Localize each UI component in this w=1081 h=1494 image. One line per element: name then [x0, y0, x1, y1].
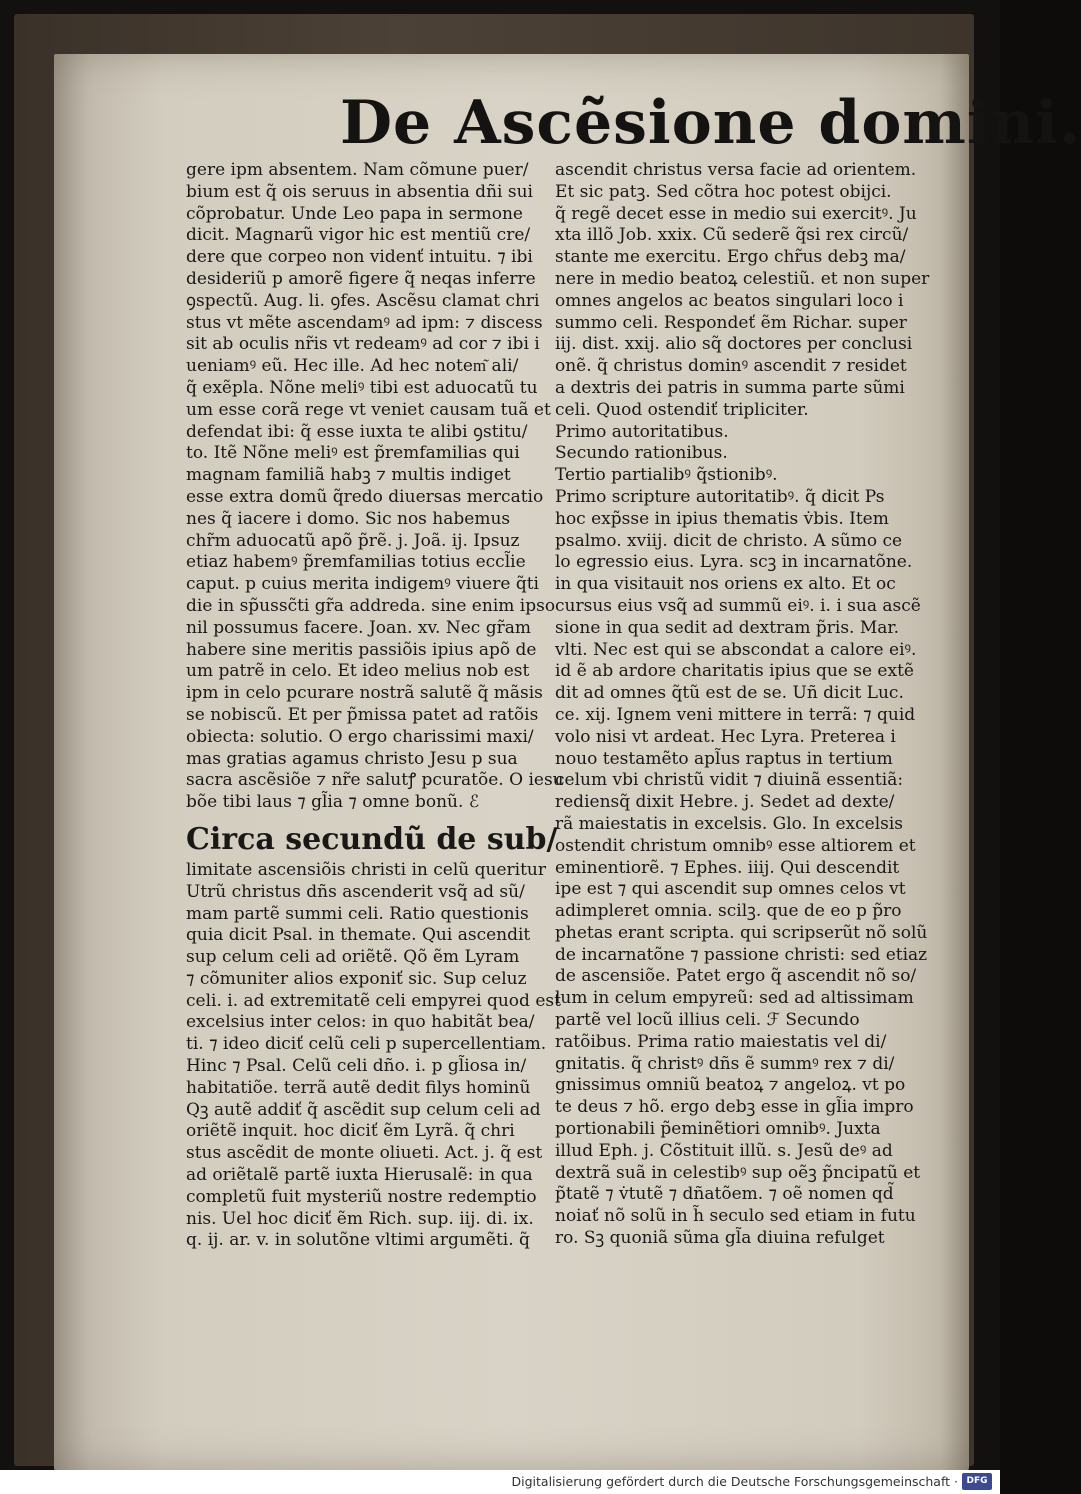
text-line: psalmo. xviij. dicit de christo. A sũmo ce	[555, 530, 903, 551]
text-line: gnissimus omniũ beatoꝝ ⁊ angeloꝝ. vt po	[555, 1075, 906, 1096]
text-line: de ascensiõe. Patet ergo q̃ ascendit nõ so/	[555, 966, 917, 987]
right-text-column	[555, 160, 930, 1250]
text-line: Utrũ christus dñs ascenderit vsq̃ ad sũ/	[186, 881, 525, 902]
text-line: in qua visitauit nos oriens ex alto. Et oc	[555, 574, 896, 595]
text-line: chr̃m aduocatũ apõ p̃rẽ. j. Joã. ij. Ipsuz	[186, 530, 520, 551]
text-line: onẽ. q̃ christus dominꝰ ascendit ⁊ residet	[555, 356, 907, 377]
text-line: stus ascẽdit de monte oliueti. Act. j. q̃ est	[186, 1143, 543, 1164]
text-line: eminentiorẽ. ⁊ Ephes. iiij. Qui descendit	[555, 857, 900, 878]
text-line: lo egressio eius. Lyra. scꝫ in incarnatõne.	[555, 552, 913, 573]
text-line: se nobiscũ. Et per p̃missa patet ad ratõis	[186, 704, 539, 725]
text-line: bium est q̃ ois seruus in absentia dñi sui	[186, 181, 533, 202]
text-line: defendat ibi: q̃ esse iuxta te alibi ꝯstitu/	[186, 421, 528, 442]
text-line: nere in medio beatoꝝ celestiũ. et non super	[555, 268, 930, 289]
text-line: to. Itẽ Nõne meliꝰ est p̃remfamilias qui	[186, 443, 520, 464]
text-line: p̃tatẽ ⁊ v̇tutẽ ⁊ dñatõem. ⁊ oẽ nomen qd̃	[555, 1184, 894, 1205]
text-line: q̃ exẽpla. Nõne meliꝰ tibi est aduocatũ tu	[186, 377, 538, 398]
text-line: um esse corã rege vt veniet causam tuã et	[186, 399, 551, 420]
text-line: ipm in celo pcurare nostrã salutẽ q̃ mãsis	[186, 683, 543, 704]
text-line: iij. dist. xxij. alio sq̃ doctores per conclusi	[555, 334, 913, 355]
text-line: die in sp̃ussc̃ti gr̃a addreda. sine enim ipso	[186, 595, 556, 616]
text-line: celi. i. ad extremitatẽ celi empyrei quod est	[186, 990, 561, 1011]
text-line: q. ij. ar. v. in solutõne vltimi argumẽti. q̃	[186, 1230, 530, 1251]
text-line: ueniamꝰ eũ. Hec ille. Ad hec notem͂ ali/	[186, 356, 519, 377]
text-line: ro. Sꝫ quoniã sũma gl̃a diuina refulget	[555, 1228, 885, 1249]
text-line: ti. ⁊ ideo diciť celũ celi p supercellentiam.	[186, 1034, 547, 1055]
text-line: de incarnatõne ⁊ passione christi: sed etiaz	[555, 944, 928, 965]
text-line: gnitatis. q̃ christꝰ dñs ẽ summꝰ rex ⁊ di/	[555, 1053, 895, 1074]
text-line: Secundo rationibus.	[555, 443, 728, 464]
text-line: nes q̃ iacere i domo. Sic nos habemus	[186, 508, 511, 529]
text-line: etiaz habemꝰ p̃remfamilias totius eccl̃ie	[186, 552, 526, 573]
page-title: De Ascẽsione domini.	[340, 88, 1081, 158]
text-line: cursus eius vsq̃ ad summũ eiꝰ. i. i sua ascẽ	[555, 595, 921, 616]
text-line: ostendit christum omnibꝰ esse altiorem et	[555, 835, 916, 856]
text-line: ⁊ cõmuniter alios exponiť sic. Sup celuz	[186, 968, 527, 989]
text-line: habere sine meritis passiõis ipius apõ de	[186, 639, 537, 660]
text-line: noiať nõ solũ in h̃ seculo sed etiam in futu	[555, 1206, 916, 1227]
text-line: omnes angelos ac beatos singulari loco i	[555, 290, 904, 311]
text-line: cõprobatur. Unde Leo papa in sermone	[186, 203, 523, 224]
text-line: adimpleret omnia. scilꝫ. que de eo p p̃ro	[555, 901, 902, 922]
text-line: obiecta: solutio. O ergo charissimi maxi/	[186, 726, 534, 747]
text-line: rediensq̃ dixit Hebre. j. Sedet ad dexte/	[555, 792, 895, 813]
text-line: bõe tibi laus ⁊ gl̃ia ⁊ omne bonũ. ℰ	[186, 792, 480, 813]
text-line: Et sic patꝫ. Sed cõtra hoc potest obijci.	[555, 181, 892, 202]
text-line: volo nisi vt ardeat. Hec Lyra. Preterea i	[555, 726, 896, 747]
text-line: lum in celum empyreũ: sed ad altissimam	[555, 988, 914, 1009]
text-line: stus vt mẽte ascendamꝰ ad ipm: ⁊ discess	[186, 312, 543, 333]
text-line: ipe est ⁊ qui ascendit sup omnes celos vt	[555, 879, 906, 900]
text-line: dere que corpeo non videnť intuitu. ⁊ ibi	[186, 247, 533, 268]
section-heading: Circa secundũ de sub/	[186, 821, 558, 857]
text-line: Primo autoritatibus.	[555, 421, 729, 442]
text-line: phetas erant scripta. qui scripserũt nõ solũ	[555, 922, 928, 943]
text-line: illud Eph. j. Cõstituit illũ. s. Jesũ deꝰ ad	[555, 1140, 893, 1161]
text-line: excelsius inter celos: in quo habitãt bea/	[186, 1012, 535, 1033]
text-line: nil possumus facere. Joan. xv. Nec gr̃am	[186, 617, 531, 638]
text-line: dit ad omnes q̃tũ est de se. Uñ dicit Luc.	[555, 683, 904, 704]
text-line: vlti. Nec est qui se abscondat a calore eiꝰ.	[555, 639, 917, 660]
text-line: desideriũ p amorẽ figere q̃ neqas inferre	[186, 268, 536, 289]
text-line: celum vbi christũ vidit ⁊ diuinã essentiã:	[555, 770, 904, 791]
text-line: rã maiestatis in excelsis. Glo. In excelsis	[555, 813, 904, 834]
text-line: caput. p cuius merita indigemꝰ viuere q̃ti	[186, 574, 539, 595]
text-line: Primo scripture autoritatibꝰ. q̃ dicit Ps	[555, 486, 885, 507]
text-line: summo celi. Respondeť ẽm Richar. super	[555, 312, 907, 333]
text-line: portionabili p̃eminẽtiori omnibꝰ. Juxta	[555, 1119, 881, 1140]
text-line: sione in qua sedit ad dextram p̃ris. Mar.	[555, 617, 900, 638]
text-line: gere ipm absentem. Nam cõmune puer/	[186, 160, 529, 180]
text-line: sacra ascẽsiõe ⁊ nr̃e salutꝭ pcuratõe. O iesu	[186, 770, 564, 791]
text-line: ad oriẽtalẽ partẽ iuxta Hierusalẽ: in qua	[186, 1165, 533, 1186]
text-line: celi. Quod ostendiť tripliciter.	[555, 399, 809, 420]
text-line: Tertio partialibꝰ q̃stionibꝰ.	[555, 465, 778, 486]
text-line: q̃ regẽ decet esse in medio sui exercitꝰ. Ju	[555, 203, 917, 224]
text-line: mas gratias agamus christo Jesu p sua	[186, 748, 518, 769]
text-line: a dextris dei patris in summa parte sũmi	[555, 377, 905, 398]
text-line: Hinc ⁊ Psal. Celũ celi dño. i. p gl̃iosa in/	[186, 1056, 527, 1077]
text-line: completũ fuit mysteriũ nostre redemptio	[186, 1186, 537, 1207]
text-line: um patrẽ in celo. Et ideo melius nob est	[186, 661, 530, 682]
text-line: esse extra domũ q̃redo diuersas mercatio	[186, 486, 544, 507]
text-line: hoc exp̃sse in ipius thematis v̇bis. Item	[555, 508, 889, 529]
text-line: mam partẽ summi celi. Ratio questionis	[186, 903, 529, 924]
text-line: ratõibus. Prima ratio maiestatis vel di/	[555, 1031, 887, 1052]
text-line: limitate ascensiõis christi in celũ queritur	[186, 859, 546, 880]
text-line: sit ab oculis nr̃is vt redeamꝰ ad cor ⁊ ibi i	[186, 334, 540, 355]
text-line: partẽ vel locũ illius celi. ℱ Secundo	[555, 1010, 860, 1031]
text-line: magnam familiã habꝫ ⁊ multis indiget	[186, 465, 511, 486]
text-line: dextrã suã in celestibꝰ sup oẽꝫ p̃ncipatũ et	[555, 1162, 921, 1183]
dfg-logo-icon: DFG	[962, 1473, 992, 1490]
text-line: dicit. Magnarũ vigor hic est mentiũ cre/	[186, 225, 531, 246]
text-line: nouo testamẽto apl̃us raptus in tertium	[555, 748, 893, 769]
footer-bar	[0, 1470, 1000, 1494]
text-line: ascendit christus versa facie ad orientem.	[555, 160, 917, 180]
text-line: oriẽtẽ inquit. hoc diciť ẽm Lyrã. q̃ chri	[186, 1121, 515, 1142]
left-text-column	[186, 160, 564, 1252]
text-line: ce. xij. Ignem veni mittere in terrã: ⁊ quid	[555, 704, 916, 725]
text-line: habitatiõe. terrã autẽ dedit filys hominũ	[186, 1077, 531, 1098]
funding-credit: Digitalisierung gefördert durch die Deutsche Forschungsgemeinschaft ·	[511, 1474, 958, 1489]
text-line: sup celum celi ad oriẽtẽ. Qõ ẽm Lyram	[186, 947, 520, 968]
text-line: Qꝫ autẽ addiť q̃ ascẽdit sup celum celi ad	[186, 1099, 541, 1120]
text-line: nis. Uel hoc diciť ẽm Rich. sup. iij. di. ix.	[186, 1208, 534, 1229]
text-line: id ẽ ab ardore charitatis ipius que se extẽ	[555, 661, 914, 682]
text-line: xta illõ Job. xxix. Cũ sederẽ q̃si rex circũ/	[555, 225, 909, 246]
text-line: te deus ⁊ hõ. ergo debꝫ esse in gl̃ia impro	[555, 1097, 914, 1118]
text-line: ꝯspectũ. Aug. li. ꝯfes. Ascẽsu clamat chri	[186, 290, 540, 311]
text-line: stante me exercitu. Ergo chr̃us debꝫ ma/	[555, 247, 906, 268]
text-line: quia dicit Psal. in themate. Qui ascendit	[186, 925, 531, 946]
